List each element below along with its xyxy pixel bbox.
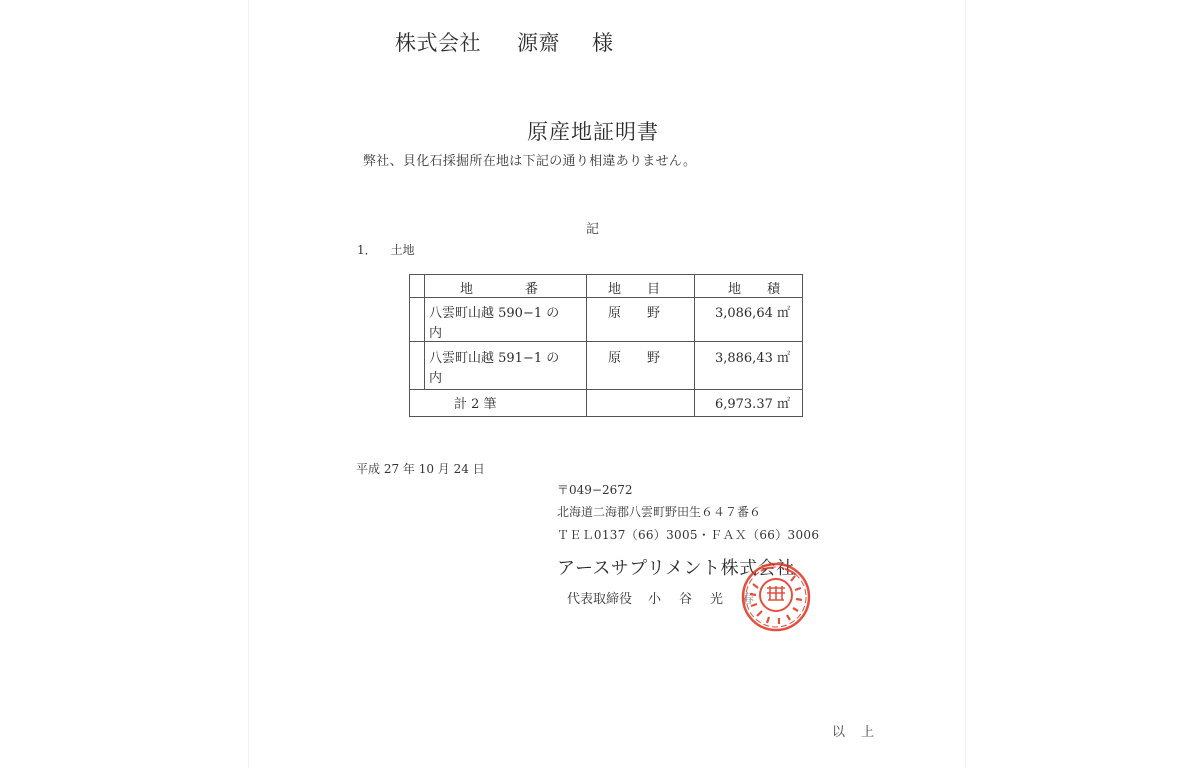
addressee [395,27,614,57]
section-label [357,241,415,258]
land-table [409,274,803,417]
rep-name-char-3: 光 [710,592,724,607]
header-land-area: 地 積 [728,282,781,297]
total-label: 計 2 筆 [454,397,497,412]
table-row-divider-3 [410,389,802,390]
table-row-divider-1 [410,297,802,298]
row1-lot-line2: 内 [429,326,443,341]
issuer-tel-fax: ＴＥＬ0137（66）3005・ＦＡＸ（66）3006 [557,528,820,542]
row2-category: 原 野 [608,351,661,366]
issuer-postal-code: 〒049−2672 [557,483,633,497]
rep-name-char-2: 谷 [679,592,693,607]
addressee-honorific: 様 [592,31,614,55]
total-area: 6,973.37 ㎡ [714,397,790,412]
document-title: 原産地証明書 [527,120,659,144]
rep-name-char-4: 春 [741,592,755,607]
table-row-divider-2 [410,341,802,342]
issue-date: 平成 27 年 10 月 24 日 [356,462,485,476]
closing-mark [832,721,874,740]
row2-lot-line1: 八雲町山越 591−1 の [429,351,560,366]
addressee-name: 源齋 [517,31,560,55]
closing-char-1: 以 [832,725,846,740]
rep-name-char-1: 小 [648,592,662,607]
row1-category: 原 野 [608,306,661,321]
company-seal-icon [741,562,811,632]
certification-statement: 弊社、貝化石採掘所在地は下記の通り相違ありません。 [363,154,697,169]
issuer-company-name: アースサプリメント株式会社 [557,558,795,579]
row1-area: 3,086,64 ㎡ [714,306,790,321]
section-number: 1． [357,243,377,257]
representative-role: 代表取締役 [567,592,633,607]
section-title: 土地 [390,243,415,257]
addressee-company-prefix: 株式会社 [395,31,481,55]
header-lot-number: 地 番 [460,282,539,297]
page-edge-right [965,0,966,768]
row2-lot-line2: 内 [429,371,443,386]
ki-label: 記 [586,222,600,237]
header-land-category: 地 目 [608,282,661,297]
table-inner-left-line [424,275,425,389]
page-edge-left [248,0,249,768]
row2-area: 3,886,43 ㎡ [714,351,790,366]
issuer-address: 北海道二海郡八雲町野田生６４７番６ [557,505,762,519]
row1-lot-line1: 八雲町山越 590−1 の [429,306,560,321]
closing-char-2: 上 [861,725,875,740]
